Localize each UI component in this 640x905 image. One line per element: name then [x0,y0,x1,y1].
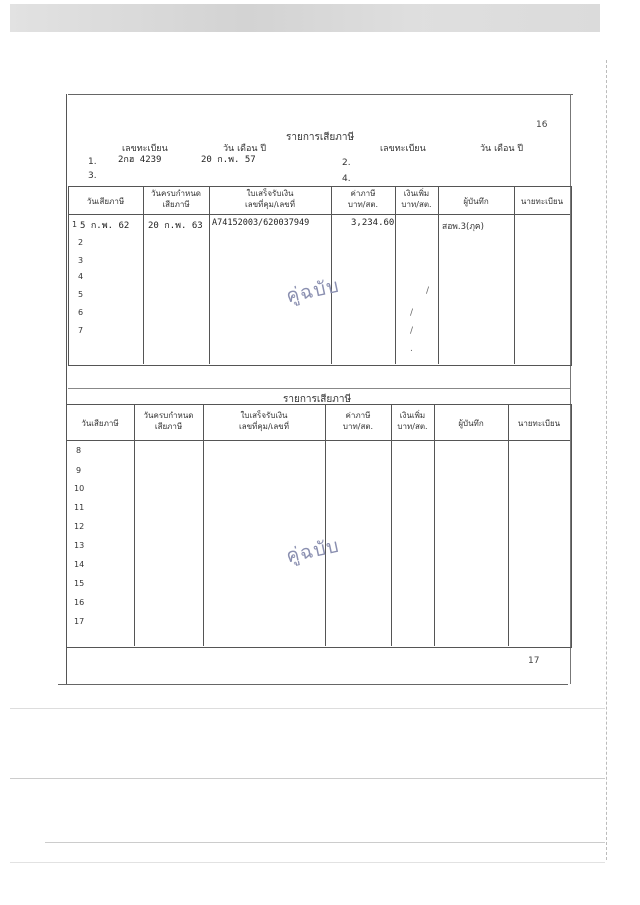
header-tax: ค่าภาษี บาท/สต. [342,411,374,431]
row-number: 8 [76,446,82,455]
header-registrar: นายทะเบียน [520,197,564,206]
bottom-page-number: 17 [528,656,540,666]
stamp-copy: คู่ฉบับ [284,534,342,568]
row-number: 14 [74,560,85,569]
plate-label: เลขทะเบียน [122,144,168,154]
entry-num: 2. [342,158,351,168]
entry-num: 4. [342,174,351,184]
scan-artifact-line [10,708,605,709]
row-number: 5 [78,290,84,299]
sheet-border [58,684,568,685]
row-number: 10 [74,484,85,493]
header-receipt: ใบเสร็จรับเงิน เลขที่คุม/เลขที่ [238,411,290,431]
date-label-2: วัน เดือน ปี [480,144,524,154]
row-number: 2 [78,238,84,247]
row-number: 1 [72,220,78,229]
table-header-divider [66,440,570,441]
scan-artifact-line [45,842,605,843]
table2-title: รายการเสียภาษี [283,394,352,405]
header-recorder: ผู้บันทึก [458,419,484,428]
stamp-copy: คู่ฉบับ [284,274,342,308]
cell-receipt: A74152003/620037949 [212,218,310,228]
cell-pay-date: 5 ก.พ. 62 [80,221,130,231]
header-due-date: วันครบกำหนด เสียภาษี [151,189,201,209]
cell-tax: 3,234.60 [351,218,395,228]
date-label: วัน เดือน ปี [223,144,267,154]
row-number: 13 [74,541,85,550]
top-page-number: 16 [536,120,548,130]
scan-artifact-line [10,778,605,779]
plate-label-2: เลขทะเบียน [380,144,426,154]
cell-recorder: สอพ.3(ภุฅ) [442,222,484,232]
header-surcharge: เงินเพิ่ม บาท/สต. [397,411,428,431]
entry-num: 3. [88,171,97,181]
tax-record-sheet: 16 รายการเสียภาษี เลขทะเบียน วัน เดือน ปี เลขทะเบียน วัน เดือน ปี 1. 2กฮ 4239 20 ก.พ. 57 2. 3. 4. วันเสียภาษี วันครบกำหนด เสียภาษี ใบเสร็จรับเงิน เลขที่คุม/เลขที่ ค่าภาษี บาท/สต. เงินเพิ่ม บาท/สต. ผู้บันทึก นายทะเบียน 1 5 ก.พ. 62 20 ก.พ. 63 A74152003/620037949 3,234.60 สอพ.3(ภุฅ) 2 3 4 5 6 7 / / / . คู่ฉบับ รายการเสียภาษี วันเสียภาษี วันครบกำหนด เสียภาษี ใบเสร็จรับเงิน เลขที่คุม/เลขที่ ค่าภาษี บาท/สต. เงินเพิ่ม บาท/สต. ผู้บันทึก นายทะเบียน 8 9 10 11 12 13 14 15 16 17 คู่ฉบับ 17 [58,86,578,686]
cell-due-date: 20 ก.พ. 63 [148,221,203,231]
registration-title: รายการเสียภาษี [286,132,355,143]
row-number: 17 [74,617,85,626]
row-number: 9 [76,466,82,475]
entry-plate: 2กฮ 4239 [118,155,162,165]
section-divider [68,388,570,389]
sheet-border [68,94,573,95]
scan-artifact-right-line [606,60,607,860]
header-recorder: ผู้บันทึก [463,197,489,206]
row-number: 15 [74,579,85,588]
header-registrar: นายทะเบียน [517,419,561,428]
scan-artifact-line [10,862,605,863]
row-number: 6 [78,308,84,317]
header-tax: ค่าภาษี บาท/สต. [347,189,379,209]
row-number: 7 [78,326,84,335]
scan-artifact-top [10,4,600,32]
header-receipt: ใบเสร็จรับเงิน เลขที่คุม/เลขที่ [244,189,296,209]
row-number: 3 [78,256,84,265]
row-number: 4 [78,272,84,281]
row-number: 12 [74,522,85,531]
entry-date: 20 ก.พ. 57 [201,155,256,165]
header-pay-date: วันเสียภาษี [81,419,119,428]
row-number: 16 [74,598,85,607]
header-due-date: วันครบกำหนด เสียภาษี [143,411,194,431]
row-number: 11 [74,503,85,512]
header-surcharge: เงินเพิ่ม บาท/สต. [401,189,432,209]
header-pay-date: วันเสียภาษี [86,197,125,206]
entry-num: 1. [88,157,97,167]
